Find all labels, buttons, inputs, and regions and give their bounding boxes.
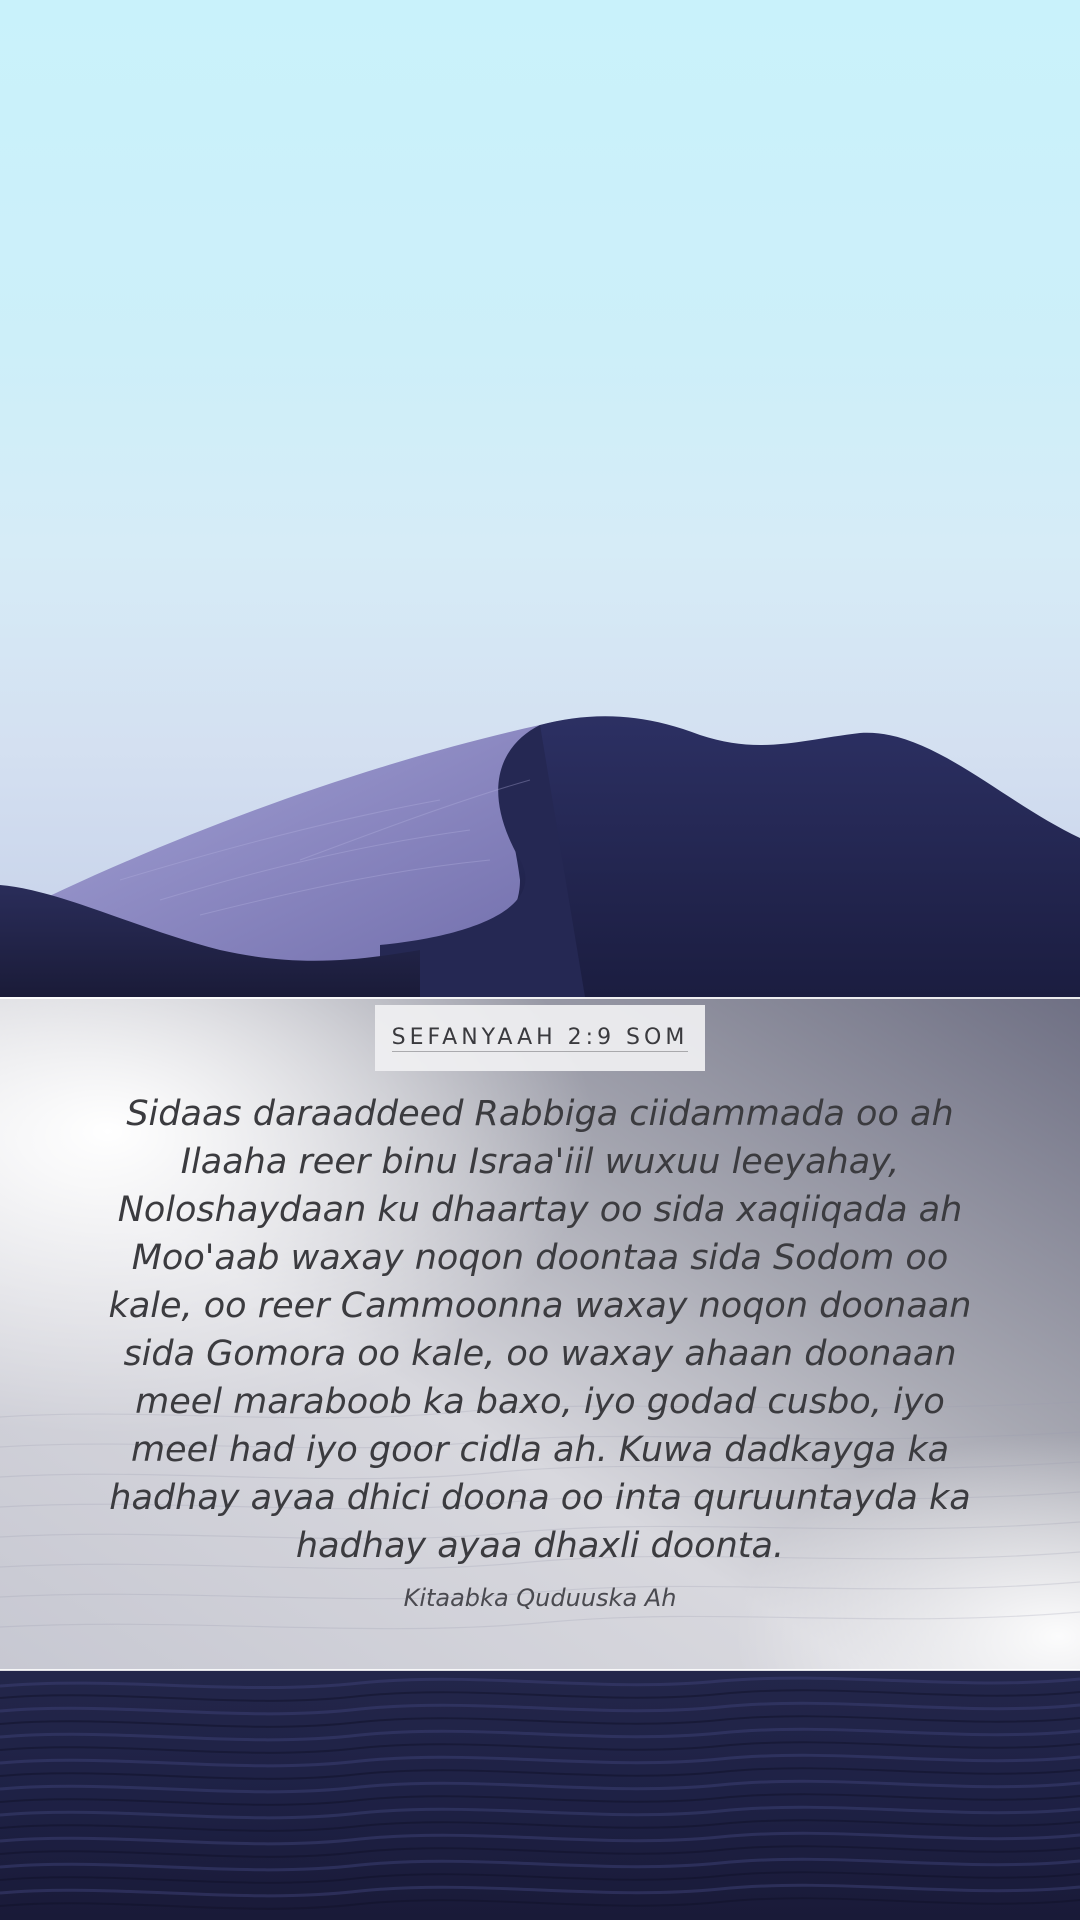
verse-reference: SEFANYAAH 2:9 SOM — [391, 1024, 689, 1050]
reference-box — [375, 1005, 705, 1071]
sand-ripples-photo — [0, 1671, 1080, 1920]
translation-name: Kitaabka Quduuska Ah — [403, 1584, 677, 1612]
verse-text: Sidaas daraaddeed Rabbiga ciidammada oo ah Ilaaha reer binu Israa'iil wuxuu leeyahay, Noloshaydaan ku dhaartay oo sida xaqiiqada ah Moo'aab waxay noqon doontaa sida Sodom oo kale, oo reer Cammoonna waxay noqon doonaan sida Gomora oo kale, oo waxay ahaan doonaan meel maraboob ka baxo, iyo godad cusbo, iyo meel had iyo goor cidla ah. Kuwa dadkayga ka hadhay ayaa dhici doona oo inta quruuntayda ka hadhay ayaa dhaxli doonta. — [108, 1094, 972, 1566]
panel-divider-top — [0, 997, 1080, 999]
ripples-illustration — [0, 1671, 1080, 1920]
